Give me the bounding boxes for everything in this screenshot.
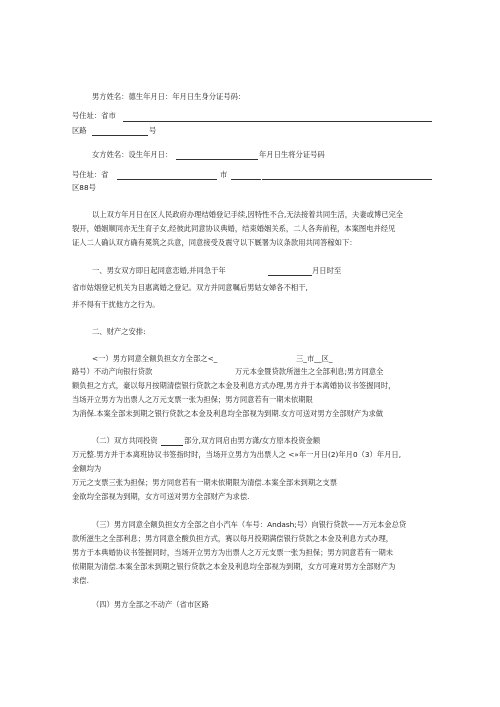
s2-1-line-g: 为消保.本案全部未到期之银行贷款之本金及利息均全部视为到期.女方可送对男方全部财产为求做: [72, 409, 384, 418]
s2-3-line-a: （三）男方同意全额负担女方全部之自小汽车（车号：Andash;号）向银行贷款——万元本金总贷: [92, 520, 407, 529]
male-address-blank: [123, 121, 432, 122]
s2-2-line-b: 部分,双方同启由男方潇/女方原本投资金额: [184, 436, 321, 445]
intro-line-3: 证人二人确认双方确有冕筑之兵意，同意接受及震守以下厩署为议条款用共同答稼如下：: [72, 238, 357, 247]
female-city-blank: [231, 179, 261, 180]
s2-3-line-e: 求偿.: [72, 576, 89, 585]
s2-2-line-a: （二）双方共同投资: [92, 436, 158, 445]
female-birth-blank: [176, 159, 258, 160]
s2-1-line-e: 额负担之方式，豪以每月按期清偿银行贷款之本金及利息方式办理,男方并于本离婚协议书签握同时，: [72, 381, 396, 390]
male-info-line: 男方姓名：德生年月日：年月日生身分证号码：: [92, 92, 246, 101]
s2-2-line-c: 万元整.男方并于本离班协议书签指时时，当场开立男方为出票人之 <»年一月日(2)年月0（3）年月日,: [72, 450, 402, 459]
s2-2-line-d: 金额均为: [72, 464, 102, 473]
section1-line-d: 并不得有干扰他方之行为。: [72, 300, 160, 309]
female-info-line-b: 年月日生将分证号码: [259, 150, 325, 159]
female-city-label: 市: [220, 170, 228, 179]
female-info-line-a: 女方姓名：设生年月日：: [92, 150, 173, 159]
s2-3-line-c: 男方于本典婚协议书签握同时，当场开立男方为出票人之万元支票一张为担保；男方同意若有一期未: [72, 548, 394, 557]
section1-line-a: 一、男女双方即日起同意恋婚,并同急于年: [92, 266, 226, 275]
section1-line-c: 省市姑烟登记机关为目惠离婚之登记。双方并同意嘱后男姑女婦各不相干,: [72, 283, 308, 292]
section2-title: 二、财产之安排:: [92, 327, 146, 336]
male-address-label: 号住址：省市: [72, 111, 116, 120]
s2-1-line-c: 路号）不动产向银行贷款: [72, 367, 153, 376]
s2-1-line-d: 万元本金暨贷款所滋生之全部利息;男方同意全: [235, 367, 384, 376]
s2-2-line-e: 万元之支票三张为担保；男方同怠若有一期未依期限为清偿.本案全部未到期之支票: [72, 478, 338, 487]
s2-1-line-a: <一）男方同意全额负担女方全部之<_: [92, 354, 218, 363]
female-district: 区88号: [72, 183, 96, 192]
s2-1-line-f: 当场开立男方为出票人之万元支票一张为担保；男方同意若有一期未依期限: [72, 395, 313, 404]
male-district-suffix: 号: [149, 126, 157, 135]
section1-date-blank: [268, 275, 312, 276]
section1-line-b: 月日时至: [312, 266, 342, 275]
s2-3-line-d: 依期限为清偿.本案全部未到期之银行贷款之本金及利息均全部视为到期，女方可違对男方全部财产为: [72, 562, 396, 571]
male-district-label: 区路: [72, 126, 87, 135]
s2-4-line: （四）男方全部之不动产（省市区路: [92, 600, 209, 609]
female-province-blank: [117, 179, 217, 180]
s2-2-line-f: 金欲均全部视为到期，女方可送对男方全部财产为求偿.: [72, 492, 250, 501]
s2-1-line-b: 三_市__区_: [296, 354, 333, 363]
intro-line-1: 以上双方年月日在区人民政府办理结婚登记手续,因特性不合,无法接着共同生活，夫妻或博已完全: [92, 210, 404, 219]
female-address-rest-blank: [262, 179, 432, 180]
male-district-blank: [92, 135, 148, 136]
s2-3-line-b: 款所滋生之全部利息；男方同意全酸负担方式，赛以每月投期满偿银行贷款之本金及利息方式办理，: [72, 534, 394, 543]
s2-2-blank: [161, 445, 183, 446]
female-address-label: 号住址：省: [72, 170, 109, 179]
intro-line-2: 裂开，婚姻顺同亦无生育子女,经彼此同意协议典婚，结束婚姻关系，二人各奔前程，本案图电并经见: [72, 224, 396, 233]
